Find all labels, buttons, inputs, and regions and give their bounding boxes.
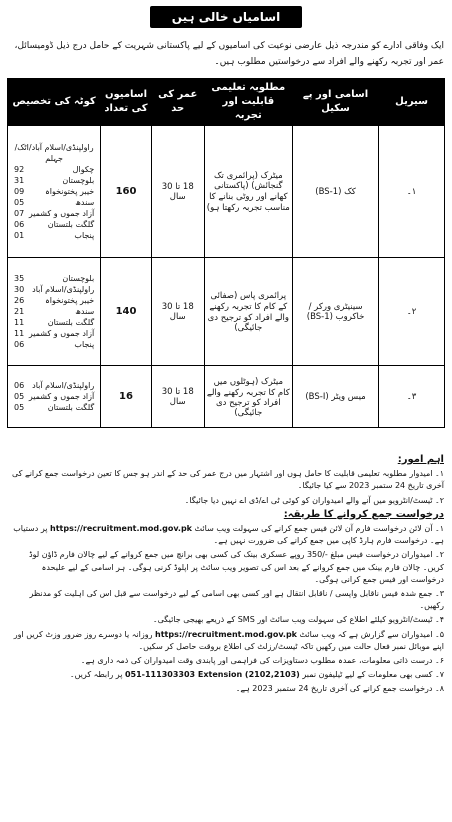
quota-count: 11 — [14, 318, 25, 327]
quota-item — [14, 197, 94, 208]
quota-list — [10, 273, 98, 350]
quota-item — [14, 402, 94, 413]
header-count: اسامیوں کی تعداد — [101, 79, 152, 126]
quota-count: 31 — [14, 176, 25, 185]
quota-region: پنجاب — [74, 231, 95, 240]
vacancies-table — [7, 78, 445, 428]
quota-region: بلوچستان — [62, 274, 95, 283]
quota-item — [14, 273, 94, 284]
quota-region: خیبر پختونخواہ — [45, 296, 95, 305]
row-qualification: میٹرک (پرائمری تک گنجائش) (پاکستانی کھانے اور روٹی بنانے کا مناسب تجربہ رکھتا ہو) — [204, 126, 292, 258]
quota-region: خیبر پختونخواہ — [45, 187, 95, 196]
quota-count: 05 — [14, 198, 25, 207]
quota-item — [14, 339, 94, 350]
quota-item — [14, 142, 94, 164]
method-item: ۷۔ کسی بھی معلومات کے لیے ٹیلیفون نمبر 051-111303303 Extension (2102,2103) پر رابطہ کریں۔ — [69, 670, 444, 680]
method-item: ۳۔ جمع شدہ فیس ناقابل واپسی / ناقابل انتقال ہے اور کسی بھی اسامی کے لیے درخواست سے قبل اس کی اہلیت کو مدنظر رکھیں۔ — [29, 589, 444, 611]
row-age: 18 تا 30 سال — [151, 126, 204, 258]
quota-count: 30 — [14, 285, 25, 294]
quota-item — [14, 230, 94, 241]
quota-item — [14, 208, 94, 219]
quota-item — [14, 306, 94, 317]
row-count: 140 — [101, 258, 152, 366]
quota-count: 07 — [14, 209, 25, 218]
quota-item — [14, 328, 94, 339]
method-item: ۵۔ امیدواران سے گزارش ہے کہ ویب سائٹ https://recruitment.mod.gov.pk روزانہ یا دوسرے روز ضرور وزٹ کریں اور اپنے موبائل نمبر فعال حالت میں رکھیں تاکہ ٹیسٹ/رزلٹ کی اطلاع بروقت حاصل کر سکیں۔ — [13, 629, 444, 651]
quota-count: 21 — [14, 307, 25, 316]
row-qualification: میٹرک (ہوٹلوں میں کام کا تجربہ رکھنے والے افراد کو ترجیح دی جائیگی) — [204, 366, 292, 428]
quota-region: آزاد جموں و کشمیر — [28, 329, 95, 338]
quota-region: راولپنڈی/اسلام آباد/اٹک/جہلم — [14, 143, 94, 163]
row-age: 18 تا 30 سال — [151, 258, 204, 366]
quota-count: 11 — [14, 329, 25, 338]
header-post: اسامی اور پے سکیل — [292, 79, 378, 126]
quota-region: سندھ — [75, 307, 95, 316]
quota-item — [14, 175, 94, 186]
important-title: اہم امور: — [397, 454, 444, 465]
table-header-row — [8, 79, 445, 126]
quota-count: 01 — [14, 231, 25, 240]
row-serial: ۲۔ — [379, 258, 445, 366]
row-post: کک (BS-1) — [292, 126, 378, 258]
quota-count: 35 — [14, 274, 25, 283]
important-item: ۱۔ امیدوار مطلوبہ تعلیمی قابلیت کا حامل ہوں اور اشتہار میں درج عمر کی حد کے اندر ہو جس کا تعین درخواست جمع کرانے کی آخری تاریخ 24 ستمبر 2023 سے کیا جائیگا۔ — [12, 469, 444, 491]
quota-item — [14, 380, 94, 391]
quota-item — [14, 164, 94, 175]
quota-item — [14, 186, 94, 197]
row-quota — [8, 126, 101, 258]
quota-item — [14, 295, 94, 306]
quota-region: گلگت بلتستان — [47, 220, 95, 229]
header-quota: کوٹہ کی تخصیص — [8, 79, 101, 126]
row-count: 16 — [101, 366, 152, 428]
quota-region: راولپنڈی/اسلام آباد — [32, 285, 95, 294]
method-title: درخواست جمع کروانے کا طریقہ: — [283, 508, 444, 520]
phone-number: 051-111303303 Extension (2102,2103) — [124, 670, 300, 680]
intro-paragraph: ایک وفاقی ادارے کو مندرجہ ذیل عارضی نوعیت کی اسامیوں کے لیے پاکستانی شہریت کے حامل درج ذیل ڈومیسائل، عمر اور تجربہ رکھنے والے افراد سے درخواستیں مطلوب ہیں۔ — [14, 41, 444, 67]
page-title: اسامیاں خالی ہیں — [150, 6, 302, 28]
row-serial: ۳۔ — [379, 366, 445, 428]
header-age: عمر کی حد — [151, 79, 204, 126]
method-item: ۶۔ درست ذاتی معلومات، عمدہ مطلوب دستاویزات کی فراہمی اور پابندی وقت امیدواران کی ذمہ داری ہے۔ — [80, 656, 444, 666]
notes-section — [8, 452, 444, 698]
quota-region: سندھ — [75, 198, 95, 207]
quota-count: 05 — [14, 392, 25, 401]
recruitment-link[interactable]: https://recruitment.mod.gov.pk — [50, 524, 192, 534]
quota-count: 92 — [14, 165, 25, 174]
quota-region: پنجاب — [74, 340, 95, 349]
method-item: ۸۔ درخواست جمع کرانے کی آخری تاریخ 24 ستمبر 2023 ہے۔ — [235, 684, 444, 694]
quota-count: 26 — [14, 296, 25, 305]
header-qualification: مطلوبہ تعلیمی قابلیت اور تجربہ — [204, 79, 292, 126]
quota-region: گلگت بلتستان — [47, 403, 95, 412]
row-serial: ۱۔ — [379, 126, 445, 258]
quota-count: 06 — [14, 340, 25, 349]
table-row — [8, 126, 445, 258]
quota-region: راولپنڈی/اسلام آباد — [32, 381, 95, 390]
method-item: ۴۔ ٹیسٹ/انٹرویو کیلئے اطلاع کی سہولت ویب سائٹ اور SMS کے ذریعے بھیجی جائیگی۔ — [152, 615, 444, 625]
quota-region: آزاد جموں و کشمیر — [28, 209, 95, 218]
important-item: ۲۔ ٹیسٹ/انٹرویو میں آنے والے امیدواران کو کوئی ٹی اے/ڈی اے نہیں دیا جائیگا۔ — [184, 495, 444, 505]
table-row — [8, 366, 445, 428]
quota-list — [10, 142, 98, 241]
header-serial: سیریل — [379, 79, 445, 126]
method-item: ۲۔ امیدواران درخواست فیس مبلغ -/350 روپے عسکری بینک کی کسی بھی برانچ میں جمع کروانے کے لیے چالان فارم ڈاؤن لوڈ کریں۔ چالان فارم بینک میں جمع کروانے کے بعد اس کی تصویر ویب سائٹ پر اپلوڈ کرنی ہوگی۔ ہر اسامی کے لیے علیحدہ درخواست اور فیس جمع کرانی ہوگی۔ — [29, 550, 444, 584]
quota-count: 06 — [14, 381, 25, 390]
row-quota — [8, 258, 101, 366]
quota-item — [14, 284, 94, 295]
row-post: میس ویٹر (BS-I) — [292, 366, 378, 428]
quota-region: گلگت بلتستان — [47, 318, 95, 327]
row-age: 18 تا 30 سال — [151, 366, 204, 428]
quota-region: بلوچستان — [62, 176, 95, 185]
row-count: 160 — [101, 126, 152, 258]
quota-item — [14, 219, 94, 230]
quota-count: 05 — [14, 403, 25, 412]
quota-count: 06 — [14, 220, 25, 229]
quota-region: آزاد جموں و کشمیر — [28, 392, 95, 401]
row-qualification: پرائمری پاس (صفائی کے کام کا تجربہ رکھنے والے افراد کو ترجیح دی جائیگی) — [204, 258, 292, 366]
table-row — [8, 258, 445, 366]
method-item: ۱۔ آن لائن درخواست فارم آن لائن فیس جمع کرانے کی سہولت ویب سائٹ https://recruitment.mod.gov.pk پر دستیاب ہے۔ درخواست فارم ہارڈ کاپی میں جمع کرانے کی ضرورت نہیں ہے۔ — [13, 524, 444, 546]
quota-item — [14, 317, 94, 328]
quota-count: 09 — [14, 187, 25, 196]
quota-list — [10, 380, 98, 413]
row-post: سینیٹری ورکر / خاکروب (BS-1) — [292, 258, 378, 366]
row-quota — [8, 366, 101, 428]
quota-item — [14, 391, 94, 402]
quota-region: چکوال — [72, 165, 95, 174]
recruitment-link[interactable]: https://recruitment.mod.gov.pk — [155, 629, 297, 639]
